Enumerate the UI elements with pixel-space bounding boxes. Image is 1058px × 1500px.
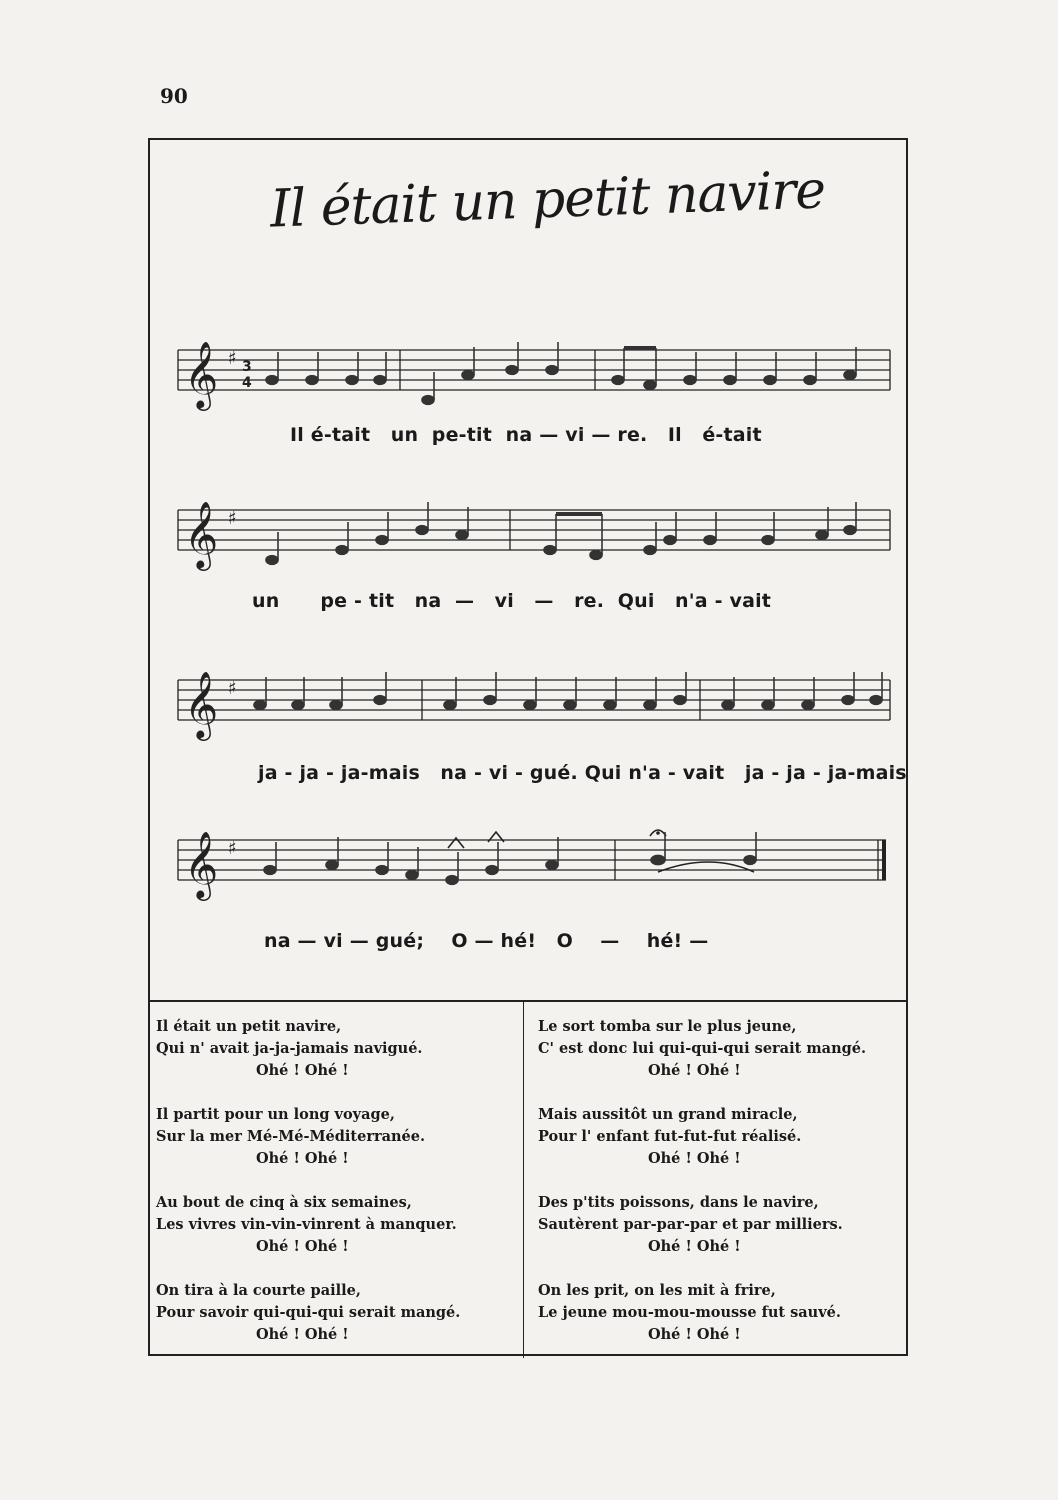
lyric-line-2: un pe - tit na — vi — re. Qui n'a - vait xyxy=(252,590,772,612)
song-frame xyxy=(148,138,908,1356)
verse-line: Il était un petit navire, xyxy=(156,1018,342,1035)
verse-refrain: Ohé ! Ohé ! xyxy=(256,1238,349,1255)
verse-line: Les vivres vin-vin-vinrent à manquer. xyxy=(156,1216,457,1233)
verse-7 xyxy=(538,1192,898,1280)
svg-text:𝄞: 𝄞 xyxy=(184,670,219,738)
verse-refrain: Ohé ! Ohé ! xyxy=(648,1326,741,1343)
verse-line: Il partit pour un long voyage, xyxy=(156,1106,395,1123)
page-number: 90 xyxy=(160,84,188,108)
verse-refrain: Ohé ! Ohé ! xyxy=(256,1150,349,1167)
verse-line: Mais aussitôt un grand miracle, xyxy=(538,1106,798,1123)
music-staff-4 xyxy=(150,820,906,910)
verse-line: On les prit, on les mit à frire, xyxy=(538,1282,776,1299)
verse-refrain: Ohé ! Ohé ! xyxy=(256,1062,349,1079)
svg-text:𝄞: 𝄞 xyxy=(184,830,219,898)
music-staff-1 xyxy=(150,330,906,420)
verse-line: Pour savoir qui-qui-qui serait mangé. xyxy=(156,1304,461,1321)
verse-line: Sur la mer Mé-Mé-Méditerranée. xyxy=(156,1128,426,1145)
verse-line: C' est donc lui qui-qui-qui serait mangé. xyxy=(538,1040,867,1057)
verse-refrain: Ohé ! Ohé ! xyxy=(648,1150,741,1167)
verse-line: Sautèrent par-par-par et par milliers. xyxy=(538,1216,843,1233)
verse-2 xyxy=(156,1104,516,1192)
verse-line: Au bout de cinq à six semaines, xyxy=(156,1194,412,1211)
music-staff-3 xyxy=(150,660,906,750)
verse-line: On tira à la courte paille, xyxy=(156,1282,361,1299)
verse-line: Qui n' avait ja-ja-jamais navigué. xyxy=(156,1040,423,1057)
verse-line: Pour l' enfant fut-fut-fut réalisé. xyxy=(538,1128,802,1145)
verse-line: Des p'tits poissons, dans le navire, xyxy=(538,1194,819,1211)
verse-1 xyxy=(156,1016,516,1104)
svg-text:♯: ♯ xyxy=(228,838,237,859)
lyric-line-3: ja - ja - ja-mais na - vi - gué. Qui n'a - vait ja - ja - ja-mais xyxy=(258,762,907,784)
verse-refrain: Ohé ! Ohé ! xyxy=(256,1326,349,1343)
lyric-line-1: Il é-tait un pe-tit na — vi — re. Il é-tait xyxy=(290,424,762,446)
verse-refrain: Ohé ! Ohé ! xyxy=(648,1062,741,1079)
verse-divider xyxy=(523,1002,524,1358)
svg-text:♯: ♯ xyxy=(228,348,237,369)
svg-text:3: 3 xyxy=(242,359,252,375)
svg-text:𝄞: 𝄞 xyxy=(184,340,219,408)
verse-6 xyxy=(538,1104,898,1192)
verse-8 xyxy=(538,1280,898,1368)
svg-text:♯: ♯ xyxy=(228,508,237,529)
svg-text:♯: ♯ xyxy=(228,678,237,699)
verse-3 xyxy=(156,1192,516,1280)
svg-text:4: 4 xyxy=(242,375,252,391)
song-title: Il était un petit navire xyxy=(269,160,826,240)
verse-line: Le sort tomba sur le plus jeune, xyxy=(538,1018,797,1035)
svg-text:𝄞: 𝄞 xyxy=(184,500,219,568)
verse-line: Le jeune mou-mou-mousse fut sauvé. xyxy=(538,1304,841,1321)
music-staff-2 xyxy=(150,490,906,580)
verse-5 xyxy=(538,1016,898,1104)
verses-right-column xyxy=(538,1016,898,1368)
verse-refrain: Ohé ! Ohé ! xyxy=(648,1238,741,1255)
verse-4 xyxy=(156,1280,516,1368)
verses-left-column xyxy=(156,1016,516,1368)
verses-section xyxy=(150,1000,906,1358)
lyric-line-4: na — vi — gué; O — hé! O — hé! — xyxy=(264,930,709,952)
